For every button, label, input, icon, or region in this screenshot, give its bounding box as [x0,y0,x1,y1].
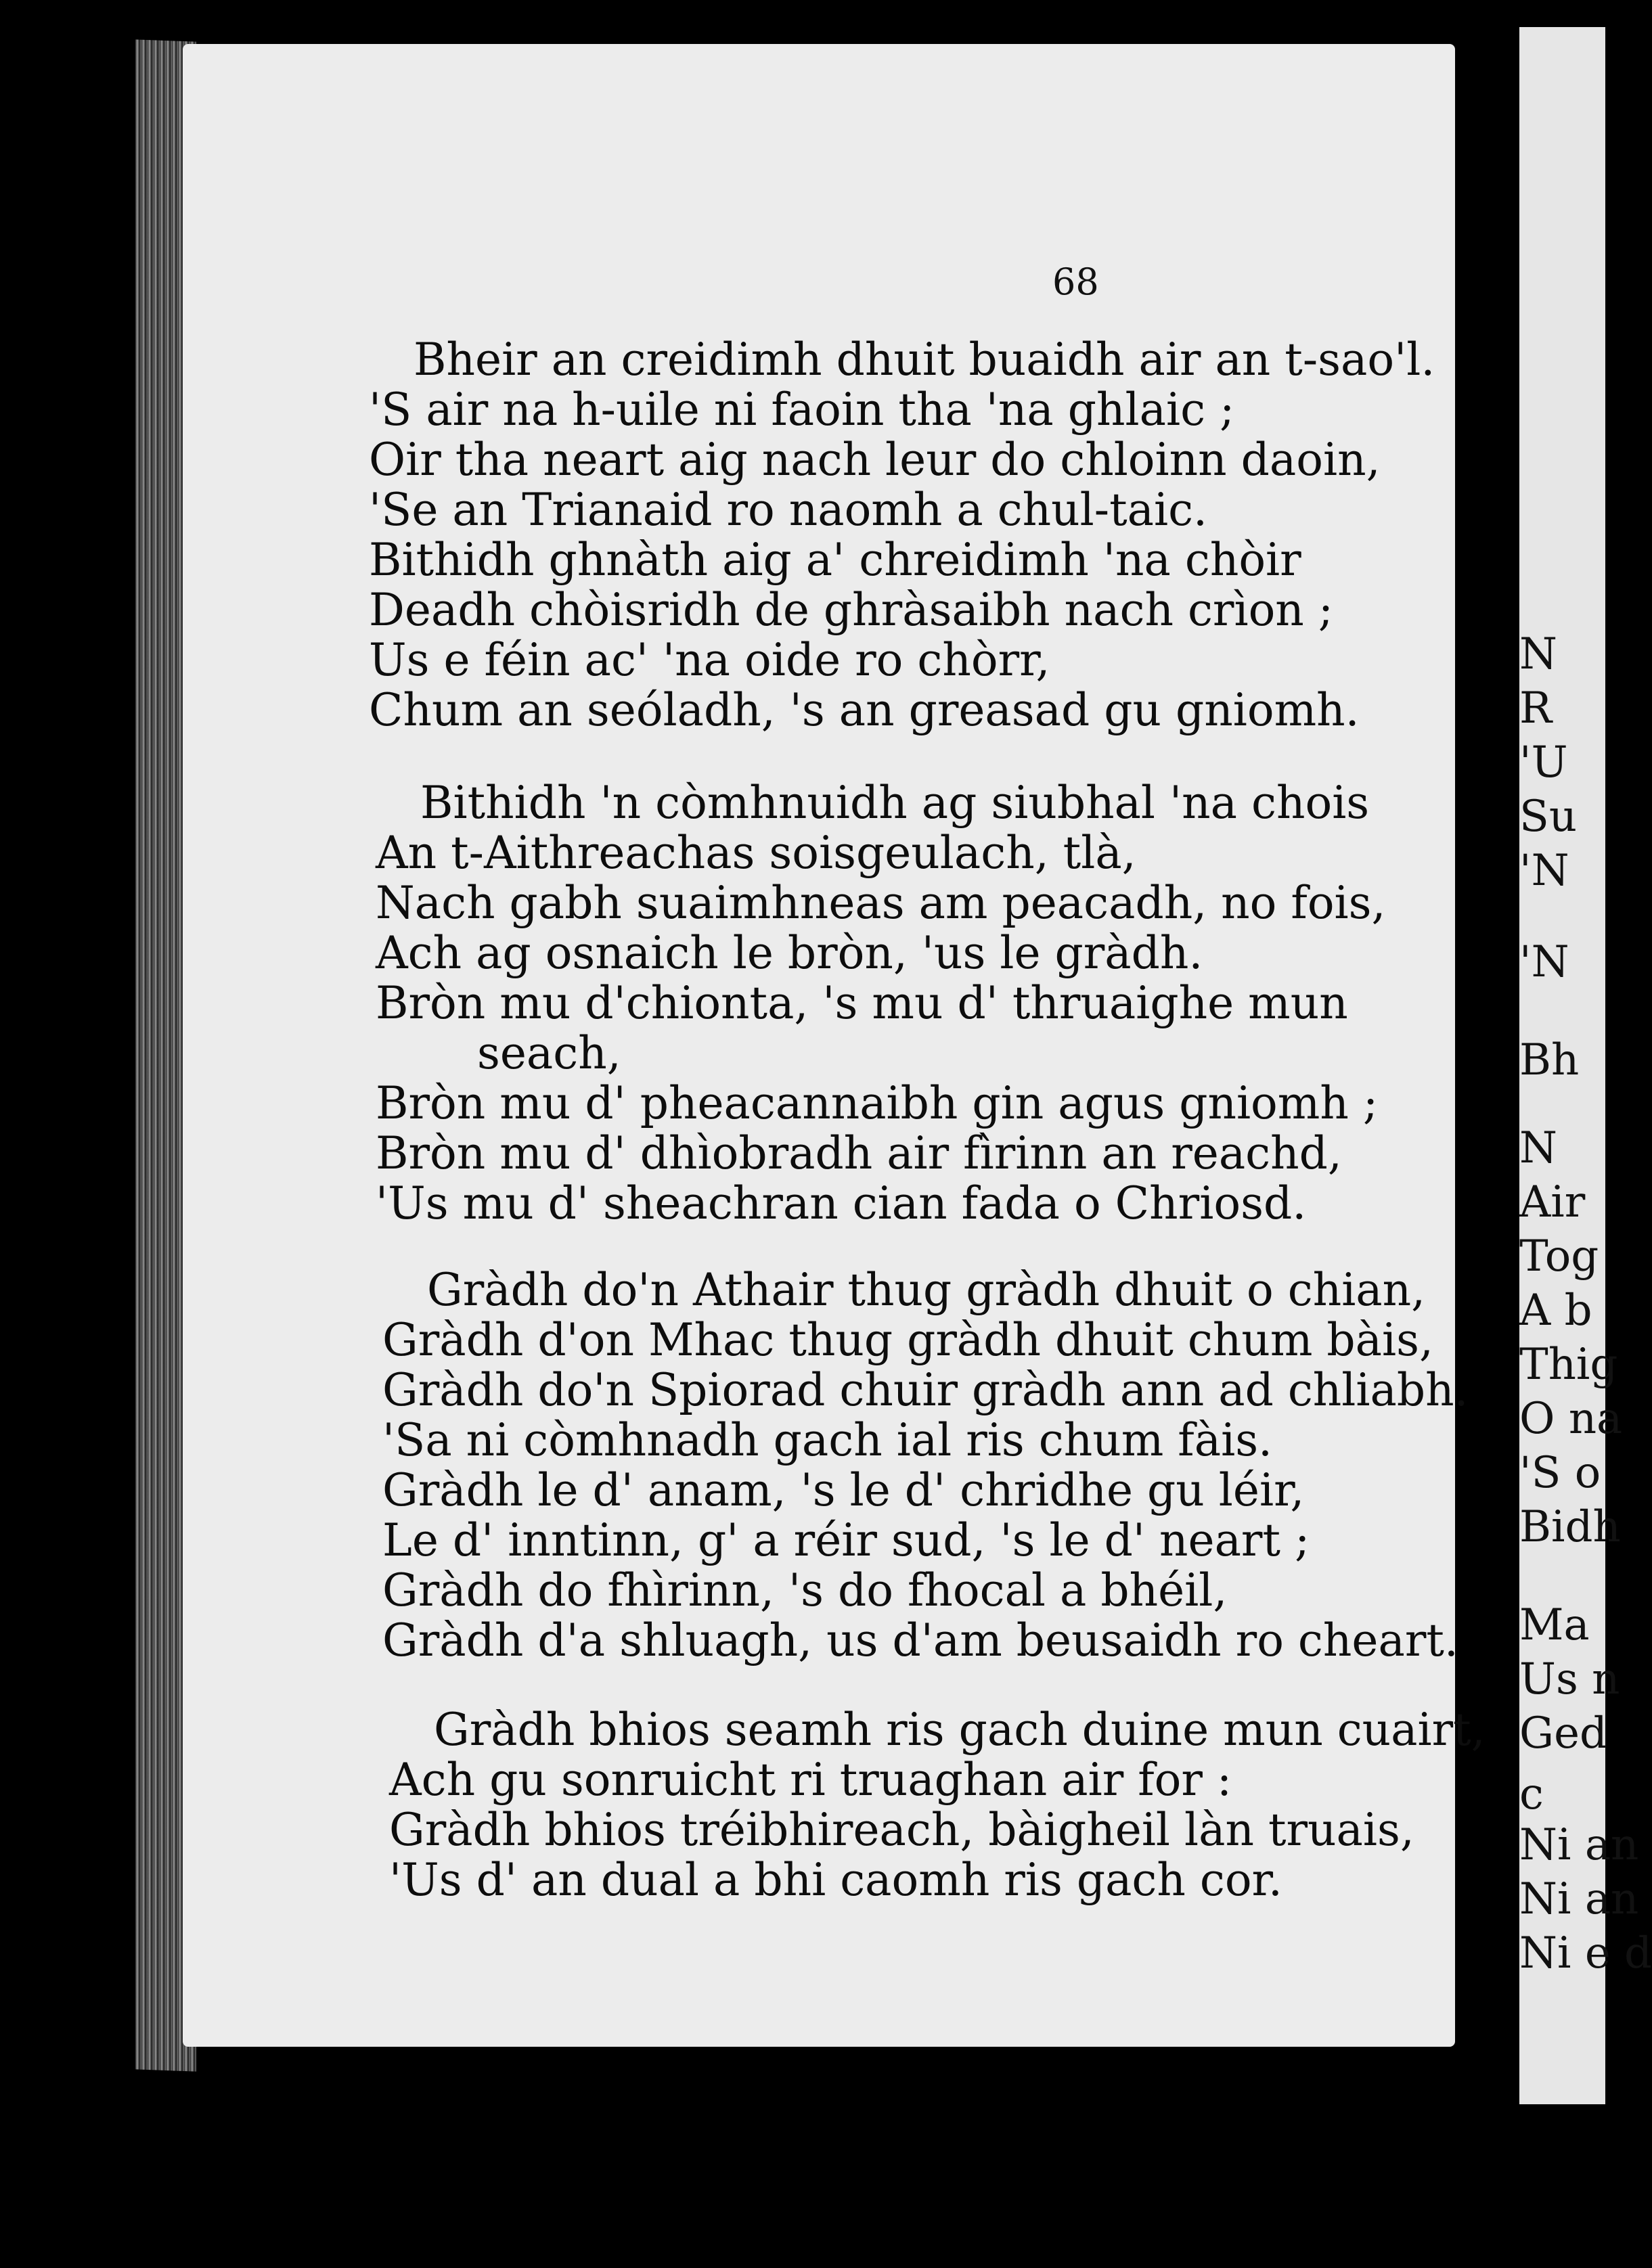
opposite-text: Bh [1519,1035,1580,1085]
verse-line: Gràdh do'n Athair thug gràdh dhuit o chian, [427,1264,1426,1316]
page-number: 68 [1052,260,1099,303]
verse-line: 'Us mu d' sheachran cian fada o Chriosd. [376,1177,1307,1229]
verse-line: Le d' inntinn, g' a réir sud, 's le d' neart ; [382,1514,1310,1566]
verse-line: Nach gabh suaimhneas am peacadh, no fois, [376,877,1386,929]
verse-line: Ach gu sonruicht ri truaghan air for : [389,1754,1232,1806]
verse-line: 'Se an Trianaid ro naomh a chul-taic. [369,484,1208,536]
stanza-1 [369,335,1435,735]
opposite-text: 'N [1519,846,1569,896]
verse-line: 'Us d' an dual a bhi caomh ris gach cor. [389,1854,1282,1906]
verse-line: Gràdh bhios tréibhireach, bàigheil làn truais, [389,1804,1414,1856]
stanza-2 [376,778,1386,1229]
opposite-text: 'N [1519,937,1569,987]
verse-line: Gràdh do fhìrinn, 's do fhocal a bhéil, [382,1564,1228,1616]
opposite-text: Bidh [1519,1502,1621,1552]
verse-line: Bròn mu d' pheacannaibh gin agus gniomh ; [376,1077,1379,1129]
verse-line: Us e féin ac' 'na oide ro chòrr, [369,634,1050,686]
opposite-text: Ni an [1519,1874,1639,1924]
opposite-text: 'U [1519,738,1568,788]
stanza-4 [389,1705,1486,1905]
opposite-text: A b [1519,1286,1592,1336]
opposite-text: Ni e d [1519,1928,1652,1978]
verse-line: 'S air na h-uile ni faoin tha 'na ghlaic ; [369,384,1235,436]
verse-line: Bithidh 'n còmhnuidh ag siubhal 'na chois [420,777,1370,829]
verse-line: Bròn mu d'chionta, 's mu d' thruaighe mun [376,977,1348,1029]
opposite-text: Ged [1519,1708,1607,1759]
opposite-text: 'S o [1519,1448,1601,1498]
verse-line: An t-Aithreachas soisgeulach, tlà, [376,827,1136,879]
verse-line: Ach ag osnaich le bròn, 'us le gràdh. [376,927,1203,979]
verse-line: Gràdh do'n Spiorad chuir gràdh ann ad chliabh. [382,1364,1469,1416]
verse-line: Chum an seóladh, 's an greasad gu gniomh. [369,684,1360,736]
verse-line: Bròn mu d' dhìobradh air fìrinn an reachd, [376,1127,1342,1179]
verse-line: seach, [477,1027,621,1079]
opposite-text: Ni an [1519,1820,1639,1870]
book-page [183,44,1486,2047]
verse-line: Gràdh bhios seamh ris gach duine mun cuairt, [434,1704,1486,1756]
opposite-page [1519,27,1652,2104]
verse-line: 'Sa ni còmhnadh gach ial ris chum fàis. [382,1414,1273,1466]
verse-line: Deadh chòisridh de ghràsaibh nach crìon ; [369,584,1334,636]
verse-line: Gràdh d'a shluagh, us d'am beusaidh ro cheart. [382,1614,1458,1666]
opposite-text: Tog [1519,1231,1599,1282]
verse-line: Bithidh ghnàth aig a' chreidimh 'na chòir [369,534,1301,586]
stanza-3 [382,1265,1469,1666]
opposite-text: Thig [1519,1340,1618,1390]
verse-line: Gràdh le d' anam, 's le d' chridhe gu léir, [382,1464,1305,1516]
verse-line: Gràdh d'on Mhac thug gràdh dhuit chum bàis, [382,1314,1433,1366]
opposite-text: Us n [1519,1654,1620,1704]
verse-line: Oir tha neart aig nach leur do chloinn daoin, [369,434,1381,486]
opposite-text: N [1519,629,1557,679]
opposite-text: c [1519,1769,1544,1819]
opposite-text: Ma [1519,1600,1590,1650]
opposite-text: O na [1519,1394,1623,1444]
opposite-text: R [1519,683,1553,733]
opposite-text: N [1519,1123,1557,1173]
opposite-text: Su [1519,792,1578,842]
verse-line: Bheir an creidimh dhuit buaidh air an t-sao'l. [414,334,1435,386]
opposite-text: Air [1519,1177,1586,1227]
